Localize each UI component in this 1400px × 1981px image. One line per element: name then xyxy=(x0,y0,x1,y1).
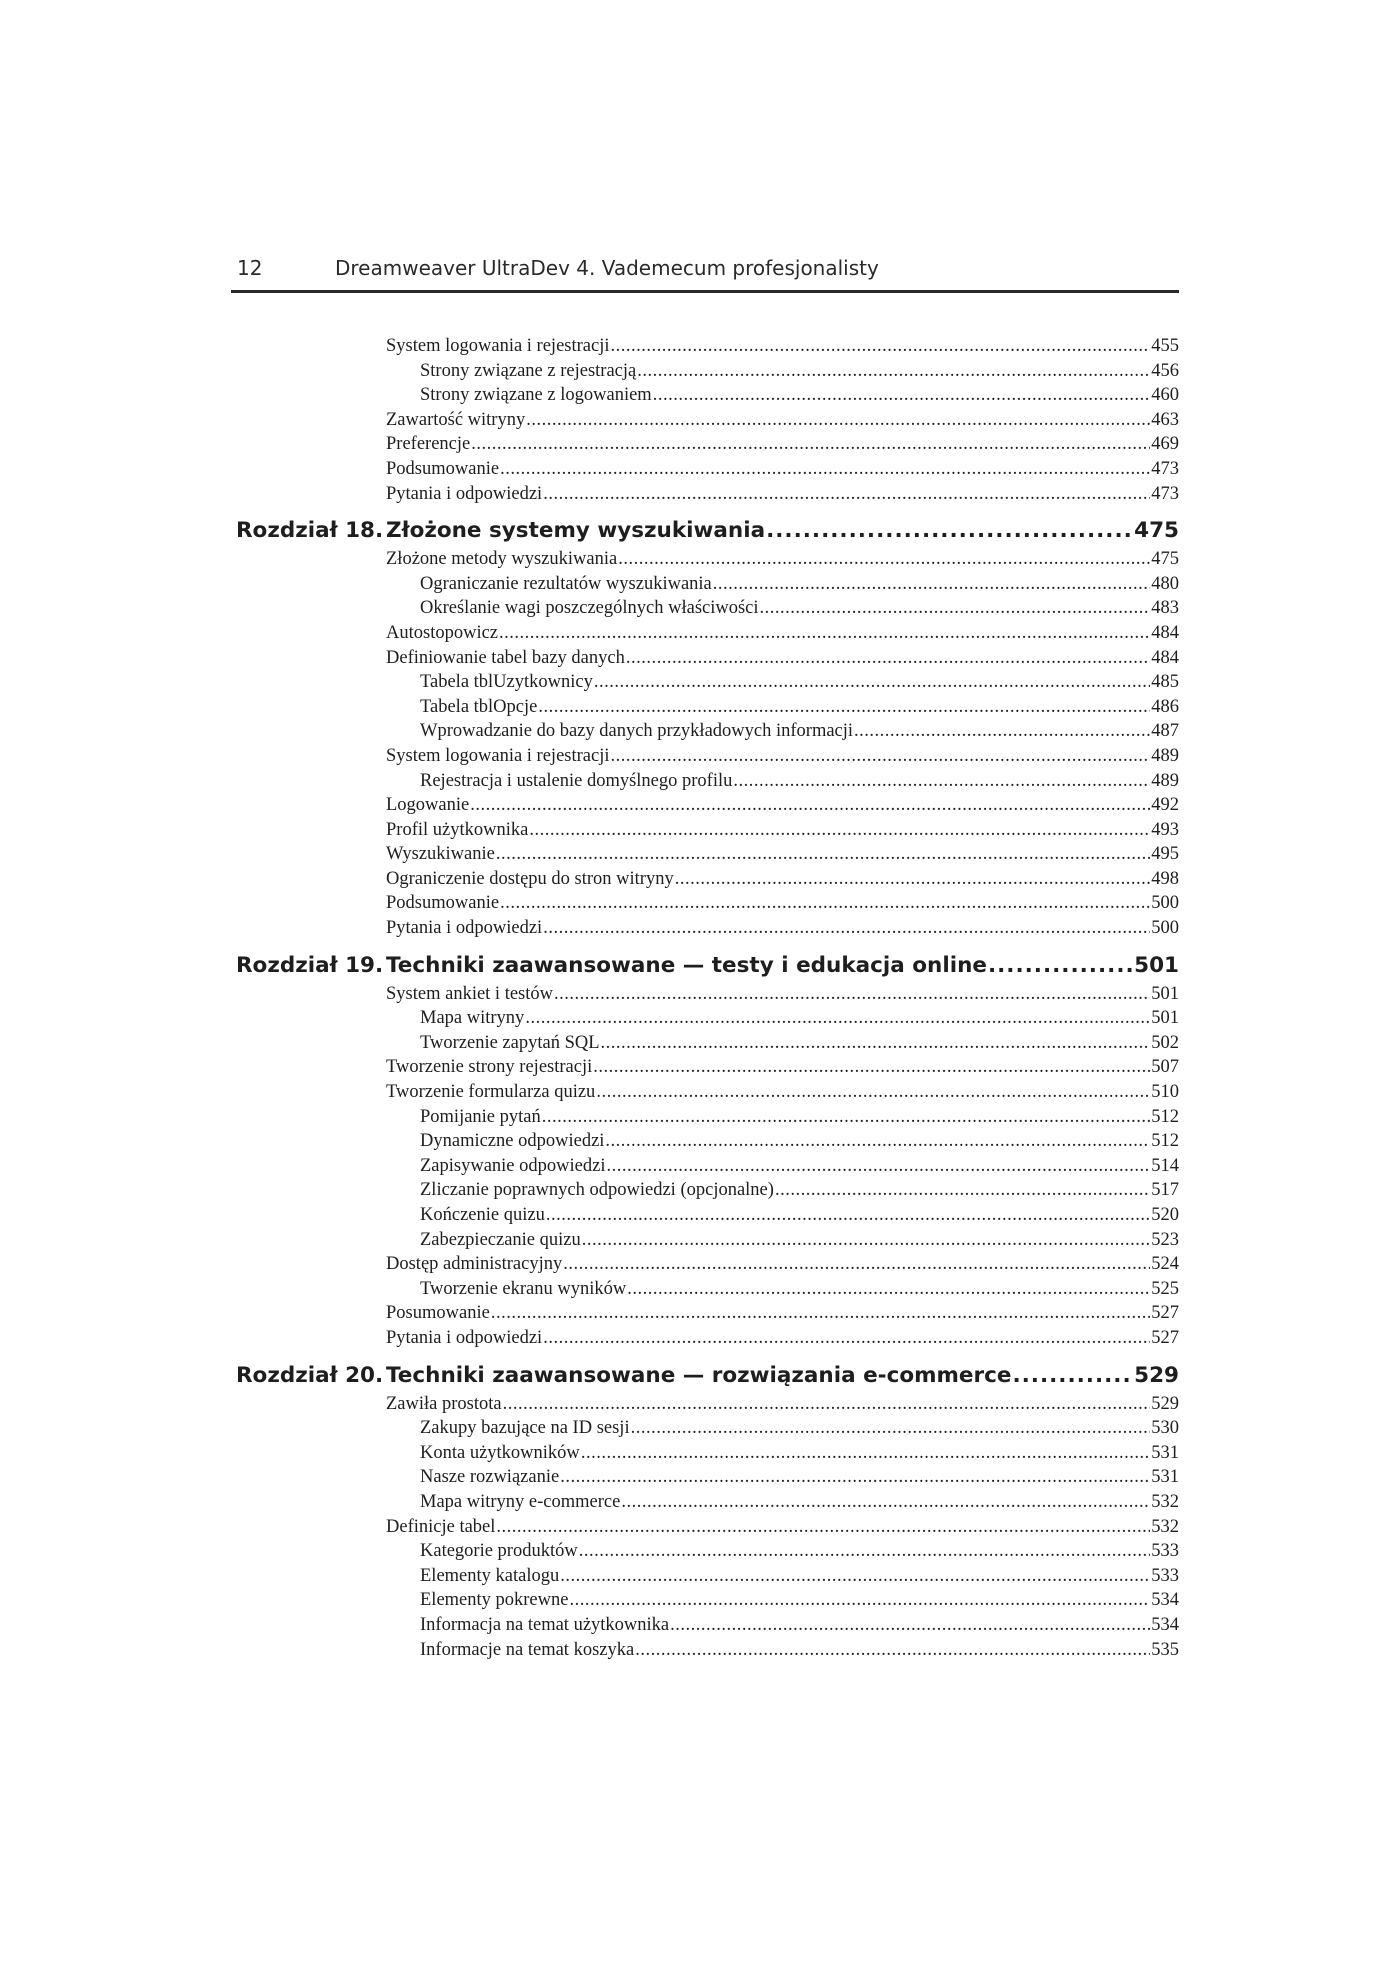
table-of-contents xyxy=(231,334,1179,1662)
dot-leader xyxy=(560,1465,1150,1490)
entry-title: Dostęp administracyjny xyxy=(386,1254,563,1275)
toc-entry xyxy=(231,408,1179,433)
page-ref: 456 xyxy=(1151,360,1179,381)
entry-title: Pomijanie pytań xyxy=(420,1106,541,1127)
toc-line xyxy=(386,646,1179,671)
page-ref: 475 xyxy=(1134,518,1179,544)
page-ref: 483 xyxy=(1151,598,1179,619)
toc-line xyxy=(420,1564,1179,1589)
dot-leader xyxy=(500,457,1150,482)
entry-title: Profil użytkownika xyxy=(386,819,529,840)
entry-title: Tabela tblOpcje xyxy=(420,696,538,717)
entry-title: Zawartość witryny xyxy=(386,409,526,430)
dot-leader xyxy=(582,1228,1151,1253)
toc-entry xyxy=(231,1080,1179,1105)
toc-line xyxy=(386,457,1179,482)
page-ref: 484 xyxy=(1151,622,1179,643)
dot-leader xyxy=(543,916,1150,941)
toc-line xyxy=(386,950,1179,982)
toc-entry xyxy=(231,1490,1179,1515)
chapter-title: Złożone systemy wyszukiwania xyxy=(386,518,766,544)
page-ref: 512 xyxy=(1151,1131,1179,1152)
dot-leader xyxy=(637,359,1150,384)
toc-entry xyxy=(231,1228,1179,1253)
entry-title: Tabela tblUzytkownicy xyxy=(420,672,593,693)
dot-leader xyxy=(610,334,1150,359)
page-ref: 512 xyxy=(1151,1106,1179,1127)
toc-entry xyxy=(231,383,1179,408)
entry-title: Ograniczanie rezultatów wyszukiwania xyxy=(420,573,712,594)
page-ref: 473 xyxy=(1151,483,1179,504)
chapter-label: Rozdział 20. xyxy=(236,1362,384,1388)
chapter-label: Rozdział 18. xyxy=(236,518,384,544)
entry-title: Pytania i odpowiedzi xyxy=(386,918,543,939)
entry-title: Określanie wagi poszczególnych właściwości xyxy=(420,598,759,619)
entry-title: Tworzenie zapytań SQL xyxy=(420,1032,600,1053)
toc-line xyxy=(386,547,1179,572)
entry-title: Ograniczenie dostępu do stron witryny xyxy=(386,868,674,889)
toc-entry xyxy=(231,793,1179,818)
toc-line xyxy=(386,1326,1179,1351)
page-ref: 529 xyxy=(1134,1362,1179,1388)
entry-title: Strony związane z rejestracją xyxy=(420,360,637,381)
toc-line xyxy=(386,1360,1179,1392)
entry-title: Elementy pokrewne xyxy=(420,1590,569,1611)
entry-title: Definicje tabel xyxy=(386,1516,496,1537)
toc-entry xyxy=(231,982,1179,1007)
dot-leader xyxy=(854,719,1150,744)
toc-line xyxy=(420,383,1179,408)
dot-leader xyxy=(581,1441,1150,1466)
dot-leader xyxy=(610,744,1150,769)
entry-title: Rejestracja i ustalenie domyślnego profilu xyxy=(420,770,733,791)
page-ref: 495 xyxy=(1151,844,1179,865)
dot-leader xyxy=(631,1416,1151,1441)
toc-entry xyxy=(231,1055,1179,1080)
toc-entry xyxy=(231,769,1179,794)
dot-leader xyxy=(496,1515,1150,1540)
page-ref: 530 xyxy=(1151,1418,1179,1439)
dot-leader xyxy=(618,547,1150,572)
entry-title: Pytania i odpowiedzi xyxy=(386,483,543,504)
toc-line xyxy=(386,744,1179,769)
toc-line xyxy=(386,982,1179,1007)
chapter-heading xyxy=(231,1360,1179,1392)
toc-entry xyxy=(231,621,1179,646)
dot-leader xyxy=(499,621,1150,646)
toc-entry xyxy=(231,1416,1179,1441)
dot-leader xyxy=(525,1006,1150,1031)
entry-title: System logowania i rejestracji xyxy=(386,336,610,356)
toc-entry xyxy=(231,1539,1179,1564)
book-title: Dreamweaver UltraDev 4. Vademecum profesjonalisty xyxy=(335,256,879,280)
page-ref: 463 xyxy=(1151,409,1179,430)
entry-title: Zabezpieczanie quizu xyxy=(420,1229,581,1250)
toc-line xyxy=(420,1006,1179,1031)
dot-leader xyxy=(713,572,1150,597)
entry-title: Informacje na temat koszyka xyxy=(420,1639,635,1660)
entry-title: System ankiet i testów xyxy=(386,983,553,1004)
toc-entry xyxy=(231,1031,1179,1056)
toc-line xyxy=(420,596,1179,621)
toc-line xyxy=(386,818,1179,843)
dot-leader xyxy=(542,1105,1151,1130)
dot-leader xyxy=(621,1490,1150,1515)
page-ref: 487 xyxy=(1151,721,1179,742)
page-ref: 500 xyxy=(1151,893,1179,914)
page-ref: 500 xyxy=(1151,918,1179,939)
page-ref: 527 xyxy=(1151,1327,1179,1348)
toc-entry xyxy=(231,1006,1179,1031)
dot-leader xyxy=(569,1588,1150,1613)
page-ref: 475 xyxy=(1151,549,1179,570)
toc-entry xyxy=(231,1252,1179,1277)
toc-entry xyxy=(231,1638,1179,1663)
page-ref: 455 xyxy=(1151,336,1179,356)
toc-line xyxy=(420,1105,1179,1130)
toc-line xyxy=(420,769,1179,794)
toc-entry xyxy=(231,1326,1179,1351)
entry-title: Podsumowanie xyxy=(386,893,500,914)
toc-entry xyxy=(231,670,1179,695)
toc-entry xyxy=(231,1277,1179,1302)
toc-entry xyxy=(231,334,1179,359)
toc-entry xyxy=(231,359,1179,384)
toc-entry xyxy=(231,1613,1179,1638)
page-ref: 473 xyxy=(1151,458,1179,479)
entry-title: Złożone metody wyszukiwania xyxy=(386,549,618,570)
dot-leader xyxy=(601,1031,1151,1056)
toc-line xyxy=(420,1129,1179,1154)
dot-leader xyxy=(543,482,1150,507)
dot-leader xyxy=(538,695,1150,720)
page-ref: 493 xyxy=(1151,819,1179,840)
toc-line xyxy=(420,1638,1179,1663)
page-ref: 531 xyxy=(1151,1442,1179,1463)
toc-entry xyxy=(231,1129,1179,1154)
toc-line xyxy=(420,1613,1179,1638)
entry-title: Dynamiczne odpowiedzi xyxy=(420,1131,605,1152)
toc-entry xyxy=(231,646,1179,671)
page-ref: 480 xyxy=(1151,573,1179,594)
dot-leader xyxy=(733,769,1150,794)
entry-title: Posumowanie xyxy=(386,1303,490,1324)
dot-leader xyxy=(760,596,1151,621)
entry-title: Tworzenie strony rejestracji xyxy=(386,1057,593,1078)
toc-line xyxy=(420,572,1179,597)
entry-title: Tworzenie formularza quizu xyxy=(386,1082,596,1103)
dot-leader xyxy=(529,818,1150,843)
toc-line xyxy=(420,1490,1179,1515)
toc-line xyxy=(386,1080,1179,1105)
dot-leader xyxy=(471,432,1150,457)
dot-leader xyxy=(546,1203,1150,1228)
toc-entry xyxy=(231,1178,1179,1203)
page-ref: 502 xyxy=(1151,1032,1179,1053)
toc-entry xyxy=(231,1465,1179,1490)
entry-title: Nasze rozwiązanie xyxy=(420,1467,560,1488)
entry-title: Wyszukiwanie xyxy=(386,844,495,865)
entry-title: Kończenie quizu xyxy=(420,1205,545,1225)
page-ref: 510 xyxy=(1151,1082,1179,1103)
page-ref: 532 xyxy=(1151,1491,1179,1512)
page-ref: 469 xyxy=(1151,434,1179,455)
toc-entry xyxy=(231,1588,1179,1613)
page-ref: 533 xyxy=(1151,1565,1179,1586)
entry-title: Pytania i odpowiedzi xyxy=(386,1327,543,1348)
entry-title: Wprowadzanie do bazy danych przykładowych informacji xyxy=(420,721,854,742)
entry-title: Informacja na temat użytkownika xyxy=(420,1614,670,1635)
toc-line xyxy=(420,1441,1179,1466)
page-ref: 489 xyxy=(1151,745,1179,766)
entry-title: Autostopowicz xyxy=(386,622,499,643)
toc-entry xyxy=(231,1564,1179,1589)
dot-leader xyxy=(500,891,1150,916)
toc-line xyxy=(386,793,1179,818)
page-ref: 520 xyxy=(1151,1205,1179,1225)
entry-title: Zawiła prostota xyxy=(386,1393,502,1414)
toc-line xyxy=(420,359,1179,384)
dot-leader xyxy=(543,1326,1150,1351)
entry-title: Kategorie produktów xyxy=(420,1541,578,1562)
dot-leader xyxy=(653,383,1151,408)
entry-title: Logowanie xyxy=(386,795,470,816)
page-ref: 525 xyxy=(1151,1278,1179,1299)
toc-line xyxy=(386,891,1179,916)
dot-leader xyxy=(766,515,1133,547)
entry-title: Definiowanie tabel bazy danych xyxy=(386,647,625,668)
page-ref: 531 xyxy=(1151,1467,1179,1488)
page-ref: 514 xyxy=(1151,1155,1179,1176)
page-ref: 527 xyxy=(1151,1303,1179,1324)
toc-line xyxy=(386,1515,1179,1540)
toc-line xyxy=(386,916,1179,941)
dot-leader xyxy=(635,1638,1150,1663)
chapter-title: Techniki zaawansowane — testy i edukacja online xyxy=(386,952,987,978)
toc-entry xyxy=(231,1105,1179,1130)
entry-title: Tworzenie ekranu wyników xyxy=(420,1278,627,1299)
entry-title: Zapisywanie odpowiedzi xyxy=(420,1155,606,1176)
entry-title: System logowania i rejestracji xyxy=(386,745,610,766)
dot-leader xyxy=(670,1613,1150,1638)
dot-leader xyxy=(526,408,1150,433)
page-ref: 484 xyxy=(1151,647,1179,668)
dot-leader xyxy=(775,1178,1150,1203)
toc-line xyxy=(386,867,1179,892)
page-ref: 533 xyxy=(1151,1541,1179,1562)
toc-line xyxy=(420,1228,1179,1253)
chapter-heading xyxy=(231,950,1179,982)
page-ref: 524 xyxy=(1151,1254,1179,1275)
entry-title: Strony związane z logowaniem xyxy=(420,385,652,406)
toc-line xyxy=(420,1465,1179,1490)
dot-leader xyxy=(675,867,1151,892)
toc-line xyxy=(420,1416,1179,1441)
toc-line xyxy=(386,1392,1179,1417)
toc-entry xyxy=(231,432,1179,457)
toc-entry xyxy=(231,1301,1179,1326)
dot-leader xyxy=(1012,1360,1133,1392)
dot-leader xyxy=(988,950,1133,982)
toc-line xyxy=(386,1055,1179,1080)
toc-line xyxy=(386,621,1179,646)
page-ref: 498 xyxy=(1151,868,1179,889)
toc-line xyxy=(386,515,1179,547)
toc-entry xyxy=(231,842,1179,867)
dot-leader xyxy=(563,1252,1150,1277)
toc-entry xyxy=(231,547,1179,572)
page-ref: 507 xyxy=(1151,1057,1179,1078)
page-ref: 523 xyxy=(1151,1229,1179,1250)
toc-entry xyxy=(231,482,1179,507)
dot-leader xyxy=(594,670,1150,695)
toc-entry xyxy=(231,695,1179,720)
entry-title: Konta użytkowników xyxy=(420,1442,580,1463)
toc-line xyxy=(386,408,1179,433)
toc-entry xyxy=(231,1154,1179,1179)
toc-entry xyxy=(231,596,1179,621)
entry-title: Zliczanie poprawnych odpowiedzi (opcjonalne) xyxy=(420,1180,774,1201)
toc-entry xyxy=(231,1515,1179,1540)
dot-leader xyxy=(470,793,1150,818)
toc-line xyxy=(420,1203,1179,1228)
dot-leader xyxy=(579,1539,1151,1564)
toc-line xyxy=(386,1252,1179,1277)
page-ref: 535 xyxy=(1151,1639,1179,1660)
dot-leader xyxy=(503,1392,1151,1417)
page-ref: 460 xyxy=(1151,385,1179,406)
toc-entry xyxy=(231,891,1179,916)
page-ref: 517 xyxy=(1151,1180,1179,1201)
toc-entry xyxy=(231,744,1179,769)
page-ref: 501 xyxy=(1151,983,1179,1004)
entry-title: Podsumowanie xyxy=(386,458,500,479)
page-ref: 492 xyxy=(1151,795,1179,816)
toc-line xyxy=(386,334,1179,359)
dot-leader xyxy=(491,1301,1150,1326)
entry-title: Mapa witryny e-commerce xyxy=(420,1491,621,1512)
dot-leader xyxy=(596,1080,1150,1105)
toc-line xyxy=(420,1539,1179,1564)
entry-title: Zakupy bazujące na ID sesji xyxy=(420,1418,630,1439)
page-number: 12 xyxy=(237,256,263,280)
toc-line xyxy=(386,1301,1179,1326)
toc-entry xyxy=(231,867,1179,892)
chapter-heading xyxy=(231,515,1179,547)
running-header xyxy=(231,250,1179,293)
dot-leader xyxy=(554,982,1150,1007)
toc-line xyxy=(420,719,1179,744)
page-ref: 529 xyxy=(1151,1393,1179,1414)
toc-line xyxy=(420,1178,1179,1203)
toc-line xyxy=(420,1031,1179,1056)
dot-leader xyxy=(560,1564,1150,1589)
dot-leader xyxy=(627,1277,1150,1302)
chapter-label: Rozdział 19. xyxy=(236,952,384,978)
dot-leader xyxy=(593,1055,1150,1080)
page-ref: 486 xyxy=(1151,696,1179,717)
toc-line xyxy=(420,1154,1179,1179)
dot-leader xyxy=(626,646,1150,671)
toc-line xyxy=(386,432,1179,457)
page-ref: 534 xyxy=(1151,1614,1179,1635)
toc-entry xyxy=(231,1392,1179,1417)
page-ref: 489 xyxy=(1151,770,1179,791)
page-ref: 534 xyxy=(1151,1590,1179,1611)
entry-title: Mapa witryny xyxy=(420,1008,525,1029)
toc-entry xyxy=(231,572,1179,597)
dot-leader xyxy=(605,1129,1150,1154)
page-ref: 532 xyxy=(1151,1516,1179,1537)
dot-leader xyxy=(496,842,1150,867)
toc-entry xyxy=(231,1203,1179,1228)
toc-line xyxy=(386,842,1179,867)
toc-entry xyxy=(231,818,1179,843)
toc-entry xyxy=(231,1441,1179,1466)
toc-entry xyxy=(231,719,1179,744)
toc-line xyxy=(420,1588,1179,1613)
page-ref: 501 xyxy=(1151,1008,1179,1029)
toc-line xyxy=(386,482,1179,507)
entry-title: Elementy katalogu xyxy=(420,1565,560,1586)
page-ref: 501 xyxy=(1134,952,1179,978)
dot-leader xyxy=(606,1154,1150,1179)
toc-entry xyxy=(231,457,1179,482)
toc-line xyxy=(420,1277,1179,1302)
toc-entry xyxy=(231,916,1179,941)
chapter-title: Techniki zaawansowane — rozwiązania e-commerce xyxy=(386,1362,1012,1388)
page-ref: 485 xyxy=(1151,672,1179,693)
entry-title: Preferencje xyxy=(386,434,471,455)
toc-line xyxy=(420,670,1179,695)
toc-line xyxy=(420,695,1179,720)
